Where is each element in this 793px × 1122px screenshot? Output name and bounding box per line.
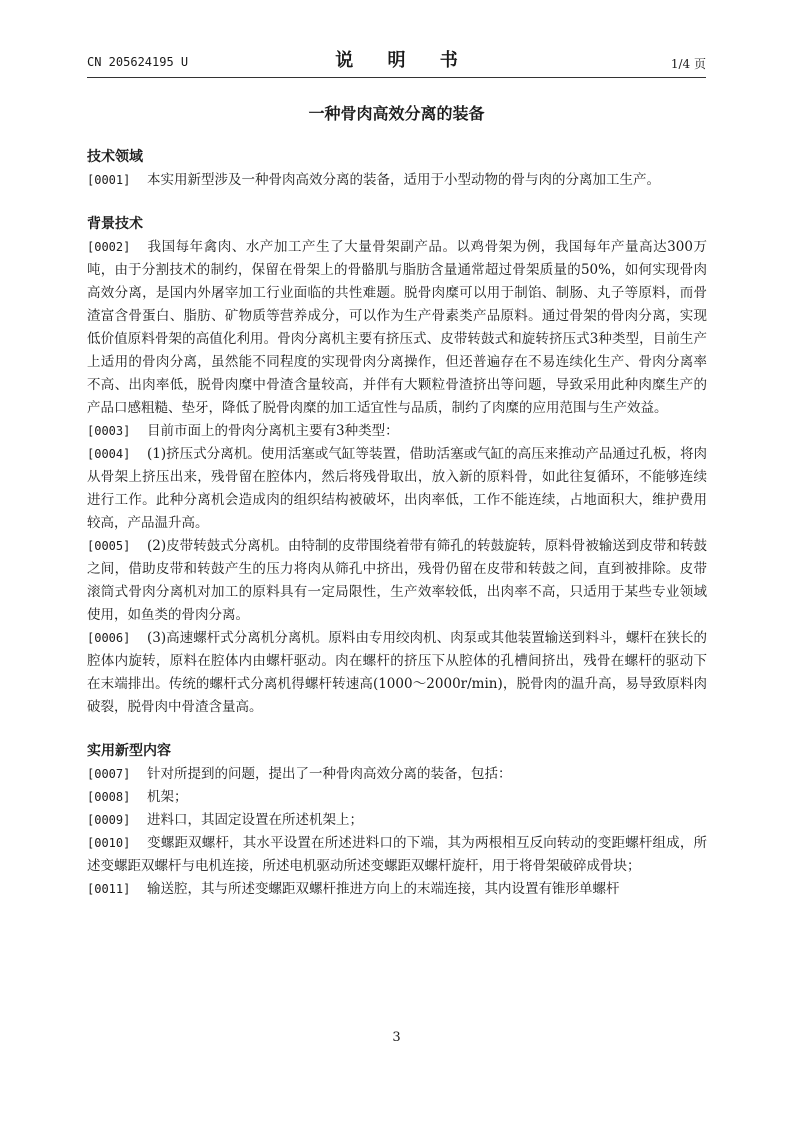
page-indicator: 1/4 页 — [670, 57, 706, 71]
paragraph-number: [0011] — [87, 882, 131, 896]
paragraph — [87, 236, 707, 420]
paragraph — [87, 832, 707, 878]
paragraph-text: 我国每年禽肉、水产加工产生了大量骨架副产品。以鸡骨架为例，我国每年产量高达300万吨，由于分割技术的制约，保留在骨架上的骨骼肌与脂肪含量通常超过骨架质量的50%，如何实现骨肉高效分离，是国内外屠宰加工行业面临的共性难题。脱骨肉糜可以用于制馅、制肠、丸子等原料，而骨渣富含骨蛋白、脂肪、矿物质等营养成分，可以作为生产骨素类产品原料。通过骨架的骨肉分离，实现低价值原料骨架的高值化利用。骨肉分离机主要有挤压式、皮带转鼓式和旋转挤压式3种类型，目前生产上适用的骨肉分离，虽然能不同程度的实现骨肉分离操作，但还普遍存在不易连续化生产、骨肉分离率不高、出肉率低，脱骨肉糜中骨渣含量较高，并伴有大颗粒骨渣挤出等问题，导致采用此种肉糜生产的产品口感粗糙、垫牙，降低了脱骨肉糜的加工适宜性与品质，制约了肉糜的应用范围与生产效益。 — [87, 239, 707, 416]
paragraph-text: 目前市面上的骨肉分离机主要有3种类型： — [147, 423, 399, 439]
paragraph-text: (3)高速螺杆式分离机分离机。原料由专用绞肉机、肉泵或其他装置输送到料斗，螺杆在狭长的腔体内旋转，原料在腔体内由螺杆驱动。肉在螺杆的挤压下从腔体的孔槽间挤出，残骨在螺杆的驱动下在末端排出。传统的螺杆式分离机得螺杆转速高(1000～2000r/min)，脱骨肉的温升高，易导致原料肉破裂，脱骨肉中骨渣含量高。 — [87, 630, 707, 715]
document-title: 一种骨肉高效分离的装备 — [308, 104, 485, 123]
paragraph-text: 针对所提到的问题，提出了一种骨肉高效分离的装备，包括： — [147, 766, 512, 782]
paragraph-number: [0003] — [87, 424, 131, 438]
document-body — [87, 146, 707, 901]
paragraph — [87, 763, 707, 786]
header-divider — [87, 77, 706, 78]
paragraph-text: (2)皮带转鼓式分离机。由特制的皮带围绕着带有筛孔的转鼓旋转，原料骨被输送到皮带和转鼓之间，借助皮带和转鼓产生的压力将肉从筛孔中挤出，残骨仍留在皮带和转鼓之间，直到被排除。皮带滚筒式骨肉分离机对加工的原料具有一定局限性，生产效率较低，出肉率不高，只适用于某些专业领域使用，如鱼类的骨肉分离。 — [87, 538, 707, 623]
document-type: 说 明 书 — [335, 50, 472, 71]
paragraph-number: [0001] — [87, 173, 131, 187]
paragraph — [87, 627, 707, 719]
paragraph — [87, 443, 707, 535]
paragraph-number: [0004] — [87, 447, 131, 461]
paragraph-text: (1)挤压式分离机。使用活塞或气缸等装置，借助活塞或气缸的高压来推动产品通过孔板，将肉从骨架上挤压出来，残骨留在腔体内，然后将残骨取出，放入新的原料骨，如此往复循环，不能够连续进行工作。此种分离机会造成肉的组织结构被破坏，出肉率低，工作不能连续，占地面积大，维护费用较高，产品温升高。 — [87, 446, 707, 531]
paragraph-text: 变螺距双螺杆，其水平设置在所述进料口的下端，其为两根相互反向转动的变距螺杆组成，所述变螺距双螺杆与电机连接，所述电机驱动所述变螺距双螺杆旋杆，用于将骨架破碎成骨块； — [87, 835, 707, 874]
paragraph-number: [0010] — [87, 836, 131, 850]
section-heading: 实用新型内容 — [87, 743, 171, 759]
paragraph-number: [0007] — [87, 767, 131, 781]
paragraph-number: [0002] — [87, 240, 131, 254]
section-heading: 背景技术 — [87, 216, 143, 232]
paragraph-number: [0006] — [87, 631, 131, 645]
section-heading: 技术领域 — [87, 149, 143, 165]
section-gap — [87, 192, 707, 213]
paragraph — [87, 169, 707, 192]
paragraph-text: 进料口，其固定设置在所述机架上； — [147, 812, 363, 828]
page-header — [87, 46, 706, 76]
page-number: 3 — [392, 1030, 401, 1045]
patent-number: CN 205624195 U — [87, 55, 189, 69]
paragraph — [87, 420, 707, 443]
paragraph — [87, 786, 707, 809]
paragraph-text: 机架； — [147, 789, 188, 805]
paragraph — [87, 878, 707, 901]
section-gap — [87, 719, 707, 740]
paragraph-text: 输送腔，其与所述变螺距双螺杆推进方向上的末端连接，其内设置有锥形单螺杆 — [147, 881, 620, 897]
paragraph-number: [0009] — [87, 813, 131, 827]
paragraph-number: [0005] — [87, 539, 131, 553]
paragraph — [87, 809, 707, 832]
paragraph-number: [0008] — [87, 790, 131, 804]
paragraph — [87, 535, 707, 627]
paragraph-text: 本实用新型涉及一种骨肉高效分离的装备，适用于小型动物的骨与肉的分离加工生产。 — [147, 172, 660, 188]
